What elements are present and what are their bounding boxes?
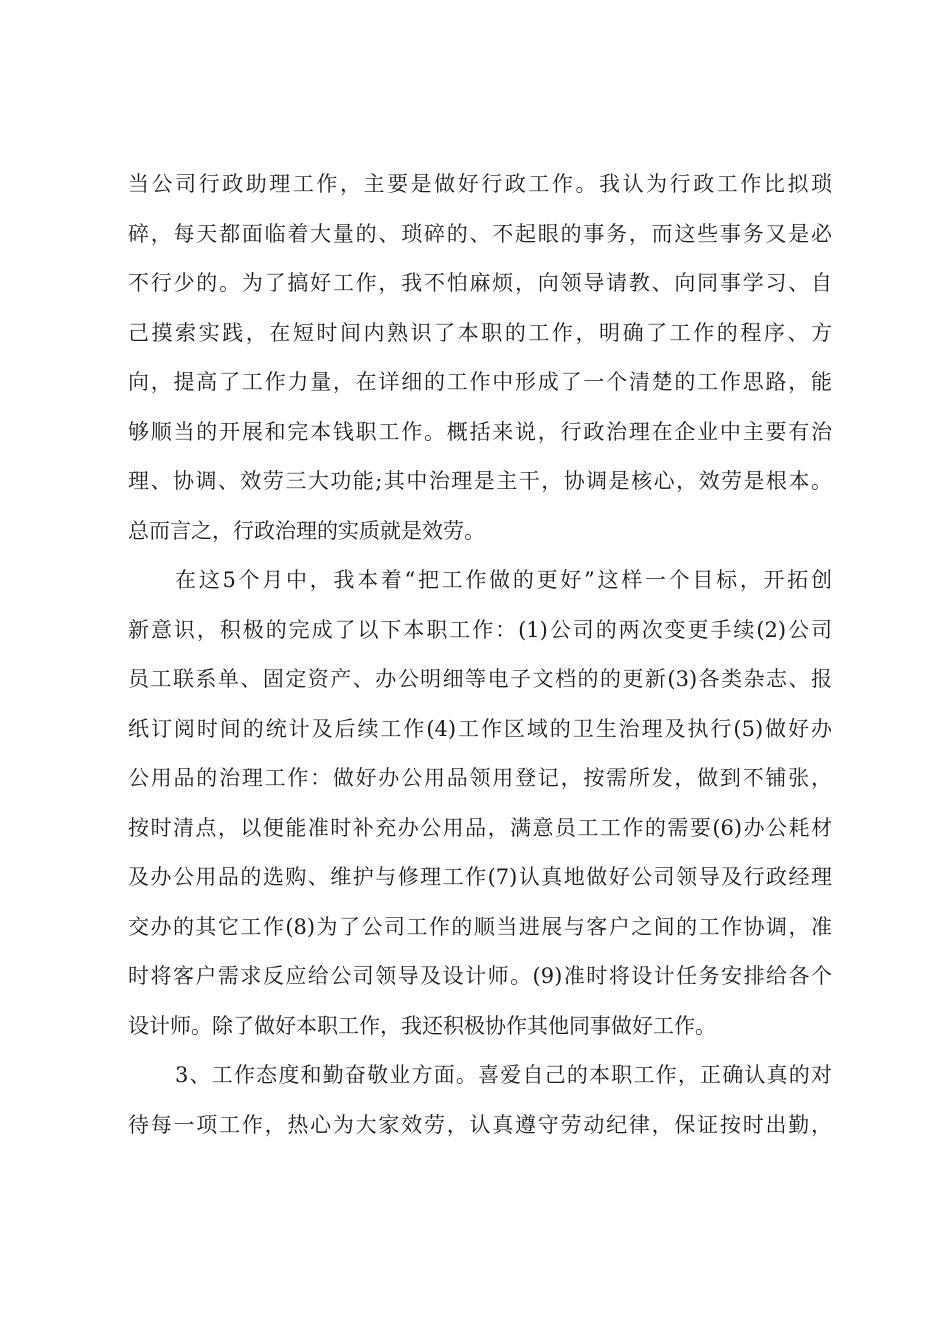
text-line: 3、工作态度和勤奋敬业方面。喜爱自己的本职工作，正确认真的对 bbox=[175, 1063, 832, 1087]
text-line: 时将客户需求反应给公司领导及设计师。(9)准时将设计任务安排给各个 bbox=[128, 964, 832, 988]
body-text bbox=[128, 160, 832, 1150]
text-line: 设计师。除了做好本职工作，我还积极协作其他同事做好工作。 bbox=[128, 1013, 716, 1038]
text-line: 当公司行政助理工作，主要是做好行政工作。我认为行政工作比拟琐 bbox=[128, 172, 832, 196]
text-line: 总而言之，行政治理的实质就是效劳。 bbox=[128, 518, 485, 543]
text-line: 员工联系单、固定资产、办公明细等电子文档的的更新(3)各类杂志、报 bbox=[128, 667, 832, 691]
text-line: 新意识，积极的完成了以下本职工作：(1)公司的两次变更手续(2)公司 bbox=[128, 617, 832, 642]
text-line: 纸订阅时间的统计及后续工作(4)工作区域的卫生治理及执行(5)做好办 bbox=[128, 716, 832, 741]
text-line: 在这5个月中，我本着“把工作做的更好”这样一个目标，开拓创 bbox=[175, 568, 832, 592]
text-line: 己摸索实践，在短时间内熟识了本职的工作，明确了工作的程序、方 bbox=[128, 320, 832, 345]
text-line: 理、协调、效劳三大功能;其中治理是主干，协调是核心，效劳是根本。 bbox=[128, 469, 832, 493]
text-line: 待每一项工作，热心为大家效劳，认真遵守劳动纪律，保证按时出勤， bbox=[128, 1112, 832, 1137]
text-line: 不行少的。为了搞好工作，我不怕麻烦，向领导请教、向同事学习、自 bbox=[128, 271, 832, 295]
paragraph-3 bbox=[128, 1051, 832, 1150]
text-line: 向，提高了工作力量，在详细的工作中形成了一个清楚的工作思路，能 bbox=[128, 370, 832, 394]
paragraph-2 bbox=[128, 556, 832, 1051]
text-line: 及办公用品的选购、维护与修理工作(7)认真地做好公司领导及行政经理 bbox=[128, 865, 832, 889]
text-line: 够顺当的开展和完本钱职工作。概括来说，行政治理在企业中主要有治 bbox=[128, 419, 832, 444]
text-line: 碎，每天都面临着大量的、琐碎的、不起眼的事务，而这些事务又是必 bbox=[128, 221, 832, 246]
paragraph-1 bbox=[128, 160, 832, 556]
text-line: 公用品的治理工作：做好办公用品领用登记，按需所发，做到不铺张， bbox=[128, 766, 832, 790]
text-line: 按时清点，以便能准时补充办公用品，满意员工工作的需要(6)办公耗材 bbox=[128, 815, 832, 840]
text-line: 交办的其它工作(8)为了公司工作的顺当进展与客户之间的工作协调，准 bbox=[128, 914, 832, 939]
